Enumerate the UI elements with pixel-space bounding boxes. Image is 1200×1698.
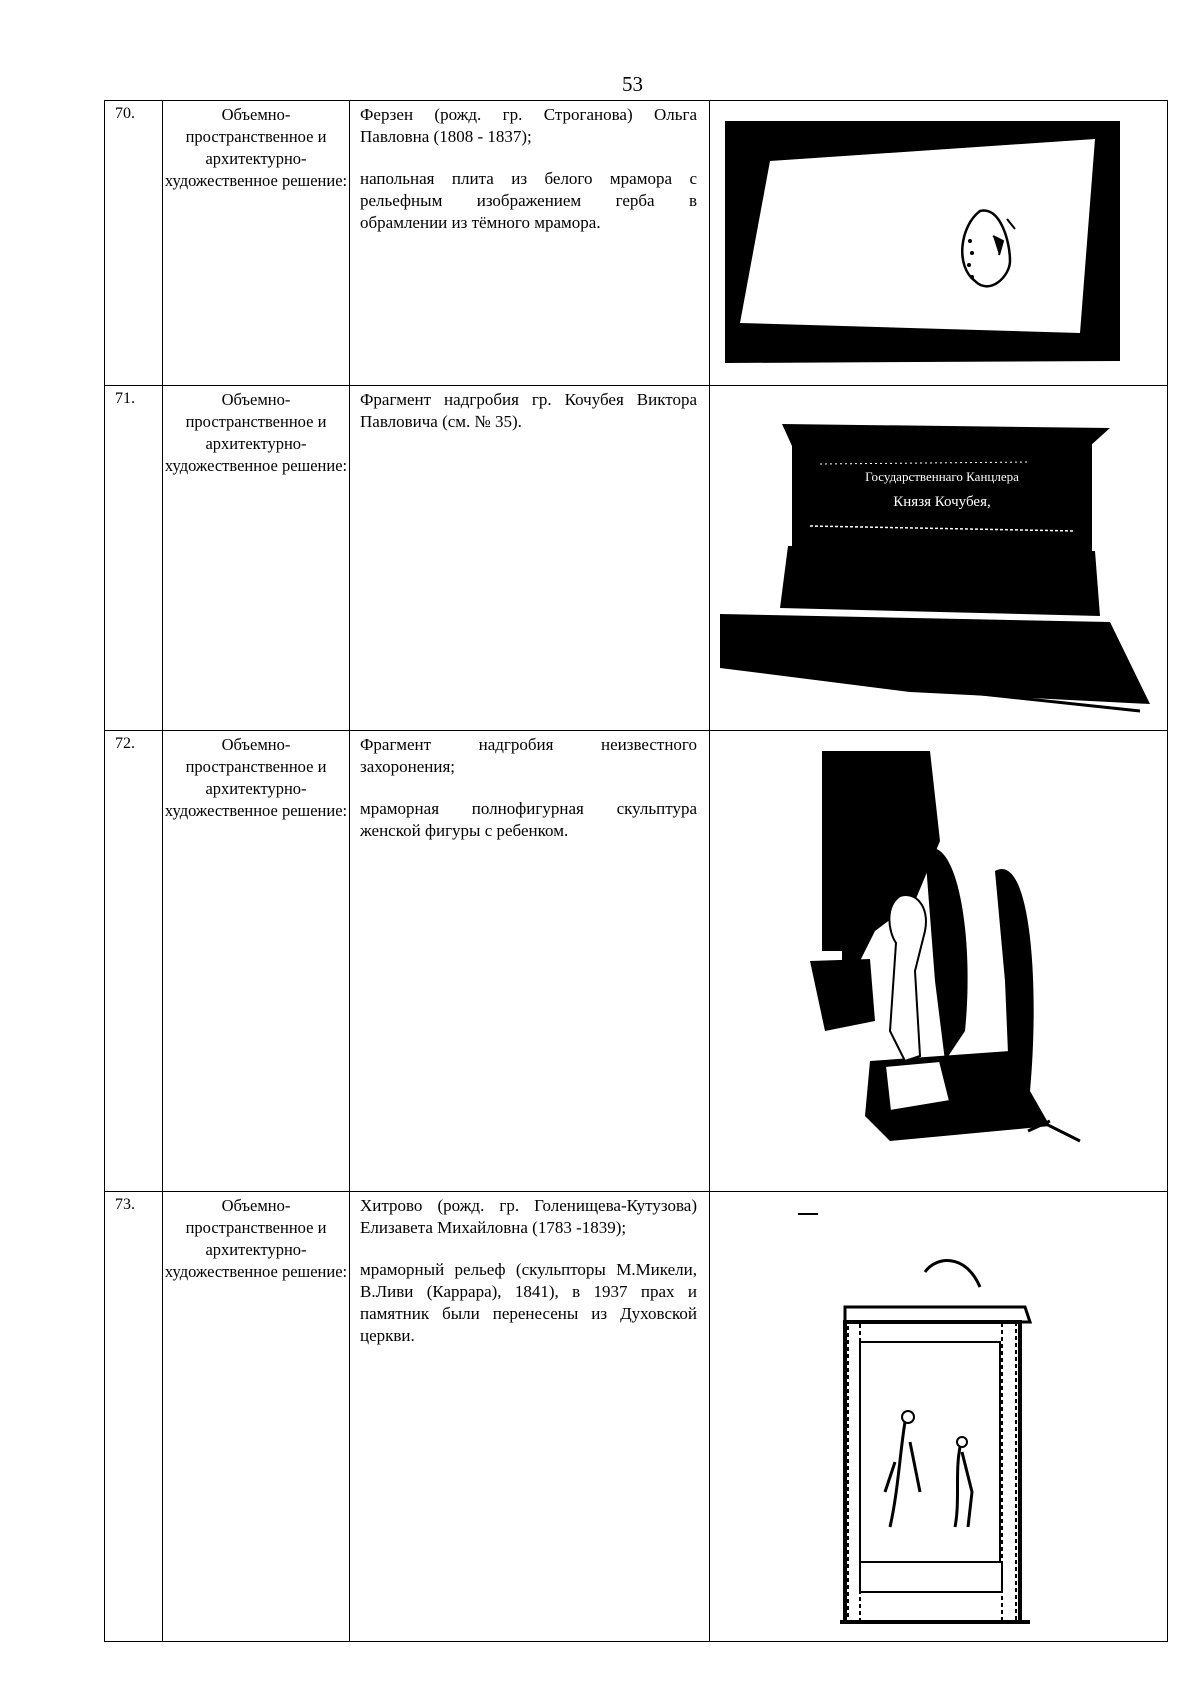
monument-table	[104, 100, 1168, 1642]
table-row	[105, 386, 1168, 731]
description-cell	[350, 731, 710, 1192]
solution-type: Объемно-пространственное и архитектурно-художественное решение:	[163, 386, 350, 731]
table-row	[105, 731, 1168, 1192]
row-number: 70.	[105, 101, 163, 386]
solution-type: Объемно-пространственное и архитектурно-художественное решение:	[163, 1192, 350, 1642]
description-cell	[350, 386, 710, 731]
monument-description: мраморная полнофигурная скульптура женской фигуры с ребенком.	[360, 799, 697, 840]
monument-name: Фрагмент надгробия гр. Кочубея Виктора Павловича (см. № 35).	[360, 390, 697, 431]
row-number: 73.	[105, 1192, 163, 1642]
monument-description: мраморный рельеф (скульпторы М.Микели, В.Ливи (Каррара), 1841), в 1937 прах и памятник были перенесены из Духовской церкви.	[360, 1260, 697, 1345]
solution-type: Объемно-пространственное и архитектурно-художественное решение:	[163, 731, 350, 1192]
marble-slab-photo	[710, 101, 1168, 386]
table-row	[105, 101, 1168, 386]
marble-relief-photo	[710, 1192, 1168, 1642]
solution-type: Объемно-пространственное и архитектурно-художественное решение:	[163, 101, 350, 386]
tombstone-inscription-photo	[710, 386, 1168, 731]
page-number: 53	[622, 72, 643, 96]
inscription-line-1: Государственнаго Канцлера	[865, 469, 1019, 484]
description-cell	[350, 1192, 710, 1642]
monument-name: Фрагмент надгробия неизвестного захоронения;	[360, 735, 697, 776]
inscription-line-2: Князя Кочубея,	[893, 494, 991, 510]
row-number: 71.	[105, 386, 163, 731]
sculpture-woman-child-photo	[710, 731, 1168, 1192]
description-cell	[350, 101, 710, 386]
monument-name: Хитрово (рожд. гр. Голенищева-Кутузова) Елизавета Михайловна (1783 -1839);	[360, 1196, 697, 1237]
monument-description: напольная плита из белого мрамора с рельефным изображением герба в обрамлении из тёмного мрамора.	[360, 169, 697, 232]
table-row	[105, 1192, 1168, 1642]
row-number: 72.	[105, 731, 163, 1192]
monument-name: Ферзен (рожд. гр. Строганова) Ольга Павловна (1808 - 1837);	[360, 105, 697, 146]
